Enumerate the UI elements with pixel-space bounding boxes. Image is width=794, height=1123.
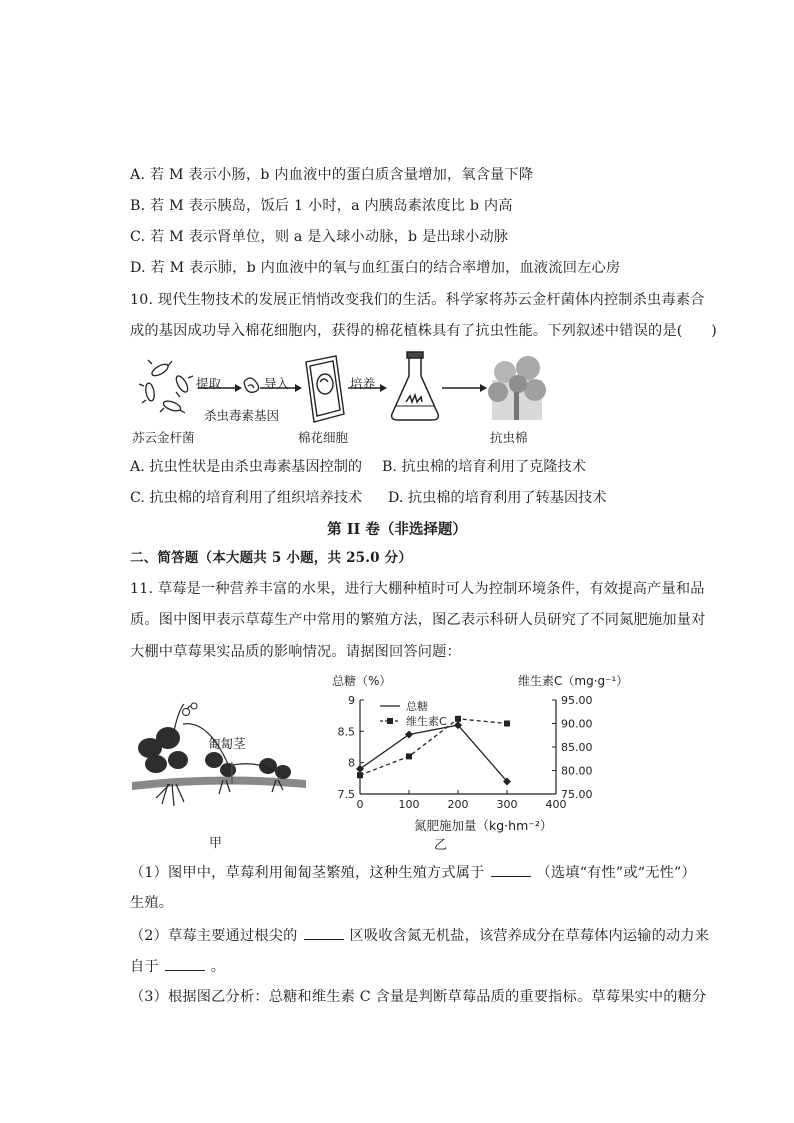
q11-sub1-blank[interactable] bbox=[491, 862, 531, 877]
q11-sub1-line2: 生殖。 bbox=[130, 895, 174, 911]
q11-stem-line3: 大棚中草莓果实品质的影响情况。请据图回答问题： bbox=[130, 644, 461, 660]
q10-figure bbox=[130, 350, 570, 445]
bacteria-icon bbox=[139, 360, 193, 413]
x-tick-label: 400 bbox=[545, 798, 567, 811]
nitrogen-chart bbox=[320, 670, 720, 855]
strawberry-runner-icon bbox=[128, 700, 308, 815]
y-left-tick-label: 8 bbox=[348, 756, 355, 770]
q9-option-b: B. 若 M 表示胰岛，饭后 1 小时，a 内胰岛素浓度比 b 内高 bbox=[130, 198, 513, 214]
cotton-cell-icon bbox=[306, 356, 344, 422]
series-2-point bbox=[406, 753, 412, 759]
q10-option-b: B. 抗虫棉的培育利用了克隆技术 bbox=[382, 459, 586, 475]
q11-sub2-text-c: 自于 bbox=[130, 959, 159, 975]
series-1-point bbox=[356, 765, 364, 773]
y-right-tick-label: 90.00 bbox=[561, 717, 593, 731]
label-cotton-cell: 棉花细胞 bbox=[298, 430, 349, 445]
q11-sub2-line1 bbox=[130, 925, 709, 946]
q11-sub2-blank-1[interactable] bbox=[304, 925, 344, 940]
label-gene: 杀虫毒素基因 bbox=[204, 408, 280, 423]
section-header: 二、简答题（本大题共 5 小题，共 25.0 分） bbox=[130, 550, 413, 566]
q11-sub1-line1 bbox=[130, 862, 696, 883]
series-line-1 bbox=[360, 725, 507, 781]
q11-sub2-text-d: 。 bbox=[210, 959, 226, 975]
series-2-point bbox=[357, 772, 363, 778]
strawberry-figure bbox=[128, 700, 308, 815]
gene-icon bbox=[244, 378, 259, 392]
x-tick-label: 200 bbox=[447, 798, 469, 811]
y-right-label: 维生素C（mg·g⁻¹） bbox=[518, 674, 629, 688]
q10-stem-line1: 10. 现代生物技术的发展正悄悄改变我们的生活。科学家将苏云金杆菌体内控制杀虫毒素合 bbox=[130, 292, 705, 308]
x-tick-label: 0 bbox=[356, 798, 364, 811]
y-left-label: 总糖（%） bbox=[332, 674, 392, 688]
y-left-tick-label: 7.5 bbox=[337, 788, 355, 801]
legend-marker-2 bbox=[387, 718, 393, 724]
cotton-plant-icon bbox=[488, 356, 546, 420]
figure-jia-label: 甲 bbox=[209, 836, 223, 851]
y-right-tick-label: 85.00 bbox=[561, 741, 593, 754]
x-axis-label: 氮肥施加量（kg·hm⁻²） bbox=[414, 818, 553, 833]
y-left-tick-label: 9 bbox=[348, 694, 355, 707]
series-1-point bbox=[405, 730, 413, 738]
q10-stem-line2: 成的基因成功导入棉花细胞内，获得的棉花植株具有了抗虫性能。下列叙述中错误的是( ) bbox=[130, 323, 717, 339]
x-tick-label: 300 bbox=[496, 798, 518, 811]
series-2-point bbox=[455, 716, 461, 722]
label-extract: 提取 bbox=[196, 376, 222, 391]
y-right-tick-label: 80.00 bbox=[561, 764, 593, 778]
label-import: 导入 bbox=[264, 376, 290, 391]
q9-option-c: C. 若 M 表示肾单位，则 a 是入球小动脉，b 是出球小动脉 bbox=[130, 229, 509, 245]
series-2-point bbox=[504, 721, 510, 727]
q9-option-a: A. 若 M 表示小肠，b 内血液中的蛋白质含量增加，氧含量下降 bbox=[130, 167, 534, 183]
q11-sub1-text-a: （1）图甲中，草莓利用匍匐茎繁殖，这种生殖方式属于 bbox=[130, 865, 485, 881]
culture-flask-icon bbox=[392, 352, 439, 420]
q10-option-a: A. 抗虫性状是由杀虫毒素基因控制的 bbox=[130, 459, 363, 475]
y-right-tick-label: 75.00 bbox=[561, 788, 593, 801]
q11-stem-line1: 11. 草莓是一种营养丰富的水果，进行大棚种植时可人为控制环境条件，有效提高产量和品 bbox=[130, 581, 705, 597]
x-tick-label: 100 bbox=[398, 798, 420, 811]
q9-option-d: D. 若 M 表示肺，b 内血液中的氧与血红蛋白的结合率增加，血液流回左心房 bbox=[130, 260, 621, 276]
section-title: 第 II 卷（非选择题） bbox=[327, 521, 467, 538]
q11-sub2-text-b: 区吸收含氮无机盐，该营养成分在草莓体内运输的动力来 bbox=[349, 928, 710, 944]
q11-sub3-line1: （3）根据图乙分析：总糖和维生素 C 含量是判断草莓品质的重要指标。草莓果实中的糖分 bbox=[130, 989, 707, 1005]
label-culture: 培养 bbox=[350, 376, 376, 391]
q11-sub2-text-a: （2）草莓主要通过根尖的 bbox=[130, 928, 298, 944]
y-left-tick-label: 8.5 bbox=[337, 725, 355, 739]
q11-sub2-line2 bbox=[130, 956, 225, 977]
label-cotton-plant: 抗虫棉 bbox=[490, 430, 528, 445]
q10-option-d: D. 抗虫棉的培育利用了转基因技术 bbox=[388, 490, 607, 506]
label-bacteria: 苏云金杆菌 bbox=[132, 430, 195, 445]
q11-stem-line2: 质。图中图甲表示草莓生产中常用的繁殖方法，图乙表示科研人员研究了不同氮肥施加量对 bbox=[130, 612, 706, 628]
q11-sub2-blank-2[interactable] bbox=[165, 956, 205, 971]
legend-label-1: 总糖 bbox=[406, 700, 428, 713]
q10-option-c: C. 抗虫棉的培育利用了组织培养技术 bbox=[130, 490, 363, 506]
runner-label: 匍匐茎 bbox=[208, 736, 246, 751]
q11-sub1-text-b: （选填“有性”或“无性”） bbox=[536, 865, 696, 881]
y-right-tick-label: 95.00 bbox=[561, 694, 593, 707]
figure-yi-label: 乙 bbox=[434, 838, 448, 853]
legend-label-2: 维生素C bbox=[406, 715, 447, 728]
